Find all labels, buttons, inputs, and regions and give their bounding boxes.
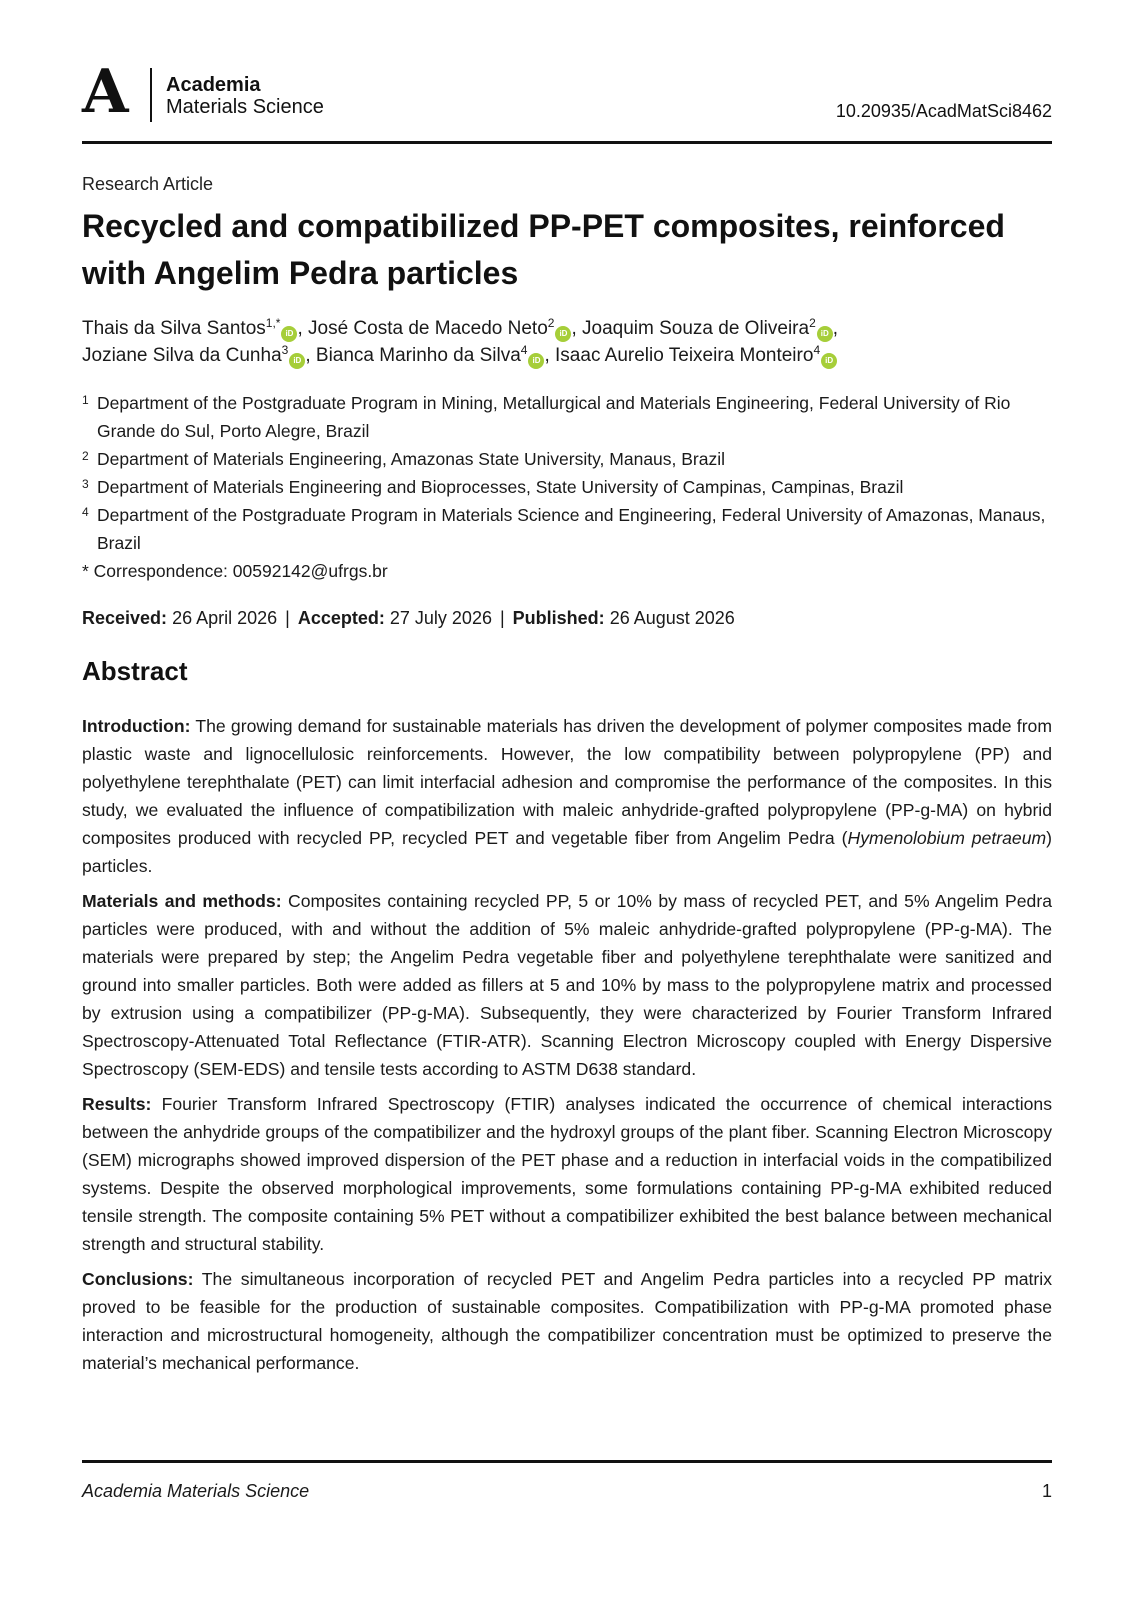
author-name: Isaac Aurelio Teixeira Monteiro xyxy=(555,345,814,366)
article-title: Recycled and compatibilized PP-PET composites, reinforced with Angelim Pedra particles xyxy=(82,208,1005,291)
methods-label: Materials and methods: xyxy=(82,891,282,911)
orcid-icon[interactable]: iD xyxy=(281,326,297,342)
conclusions-label: Conclusions: xyxy=(82,1269,194,1289)
publication-dates xyxy=(82,606,735,630)
author-affil-mark: 2 xyxy=(809,316,816,330)
doi-link[interactable]: 10.20935/AcadMatSci8462 xyxy=(835,101,1052,121)
author-affil-mark: 1,* xyxy=(265,316,281,330)
orcid-icon[interactable]: iD xyxy=(817,326,833,342)
article-type: Research Article xyxy=(82,174,214,194)
introduction-label: Introduction: xyxy=(82,716,191,736)
author-affil-mark: 4 xyxy=(520,343,528,357)
author-affil-mark: 4 xyxy=(813,343,821,357)
results-text: Fourier Transform Infrared Spectroscopy (FTIR) analyses indicated the occurrence of chemical interactions between the anhydride groups of the compatibilizer and the hydroxyl groups of the plant fiber. Scanning Electron Microscopy (SEM) micrographs showed improved dispersion of the PET phase and a reduction in interfacial voids in the compatibilized systems. Despite the observed morphological improvements, some formulations containing PP-g-MA exhibited reduced tensile strength. The composite containing 5% PET without a compatibilizer exhibited the best balance between mechanical strength and structural stability. xyxy=(82,1094,1052,1254)
results-label: Results: xyxy=(82,1094,152,1114)
correspondence-email[interactable]: * Correspondence: 00592142@ufrgs.br xyxy=(82,561,388,581)
affiliation-number: 3 xyxy=(82,477,89,491)
affiliation-item xyxy=(82,445,1052,473)
page-number: 1 xyxy=(1041,1481,1052,1501)
author-affil-mark: 2 xyxy=(547,316,555,330)
affiliation-item xyxy=(82,473,1052,501)
date-separator: | xyxy=(499,608,505,628)
orcid-icon[interactable]: iD xyxy=(821,353,837,369)
affiliation-list xyxy=(82,389,1052,585)
accepted-date: 27 July 2026 xyxy=(389,608,492,628)
orcid-icon[interactable]: iD xyxy=(289,353,305,369)
accepted-label: Accepted: xyxy=(297,608,385,628)
introduction-text: The growing demand for sustainable materials has driven the development of polymer composites made from plastic waste and lignocellulosic reinforcements. However, the low compatibility between polypropylene (PP) and polyethylene terephthalate (PET) can limit interfacial adhesion and compromise the performance of the composites. In this study, we evaluated the influence of compatibilization with maleic anhydride-grafted polypropylene (PP-g-MA) on hybrid composites produced with recycled PP, recycled PET and vegetable fiber from Angelim Pedra ( xyxy=(82,716,1052,848)
date-separator: | xyxy=(285,608,290,628)
footer-rule xyxy=(82,1460,1052,1463)
orcid-icon[interactable]: iD xyxy=(555,326,571,342)
abstract-conclusions xyxy=(82,1265,1052,1377)
journal-header xyxy=(82,57,1052,127)
published-label: Published: xyxy=(512,608,605,628)
author-name: Thais da Silva Santos xyxy=(82,318,266,339)
affiliation-item xyxy=(82,389,1052,445)
journal-name: Academia xyxy=(166,74,261,96)
affiliation-item xyxy=(82,501,1052,557)
author-name: José Costa de Macedo Neto xyxy=(308,318,548,339)
affiliation-text: Department of the Postgraduate Program in Mining, Metallurgical and Materials Engineering, Federal University of Rio Grande do Sul, Porto Alegre, Brazil xyxy=(97,393,1011,441)
abstract-methods xyxy=(82,887,1052,1083)
author-name: Bianca Marinho da Silva xyxy=(315,345,521,366)
author-affil-mark: 3 xyxy=(281,343,289,357)
abstract-results xyxy=(82,1090,1052,1258)
header-rule xyxy=(82,141,1052,144)
author-name: Joaquim Souza de Oliveira xyxy=(582,318,810,339)
journal-logo: A xyxy=(82,57,129,127)
affiliation-number: 1 xyxy=(82,393,89,407)
orcid-icon[interactable]: iD xyxy=(528,353,544,369)
received-date: 26 April 2026 xyxy=(172,608,278,628)
affiliation-text: Department of Materials Engineering and Bioprocesses, State University of Campinas, Campinas, Brazil xyxy=(97,477,904,497)
methods-text: Composites containing recycled PP, 5 or 10% by mass of recycled PET, and 5% Angelim Pedra particles were produced, with and without the addition of 5% maleic anhydride-grafted polypropylene (PP-g-MA). The materials were prepared by step; the Angelim Pedra vegetable fiber and polyethylene terephthalate were sanitized and ground into smaller particles. Both were added as fillers at 5 and 10% by mass to the polypropylene matrix and processed by extrusion using a compatibilizer (PP-g-MA). Subsequently, they were characterized by Fourier Transform Infrared Spectroscopy-Attenuated Total Reflectance (FTIR-ATR). Scanning Electron Microscopy coupled with Energy Dispersive Spectroscopy (SEM-EDS) and tensile tests according to ASTM D638 standard. xyxy=(82,891,1052,1079)
abstract-heading: Abstract xyxy=(82,656,188,686)
species-name: Hymenolobium petraeum xyxy=(847,828,1047,848)
received-label: Received: xyxy=(82,608,168,628)
introduction-text-end: ) particles. xyxy=(82,828,1052,876)
abstract-body xyxy=(82,712,1052,1384)
journal-subtitle: Materials Science xyxy=(166,96,324,118)
affiliation-number: 4 xyxy=(82,505,89,519)
affiliation-text: Department of Materials Engineering, Amazonas State University, Manaus, Brazil xyxy=(97,449,726,469)
author-list: Thais da Silva Santos$^{1,*}$iD , José Costa de Macedo Neto$^2$iD , Joaquim Souza de Oliveira$^2$iD , Joziane Silva da Cunha$^3$iD , Bianca Marinho da Silva$^4$iD , Isaac Aurelio Teixeira Monteiro$^4$iD xyxy=(82,315,1052,369)
conclusions-text: The simultaneous incorporation of recycled PET and Angelim Pedra particles into a recycled PP matrix proved to be feasible for the production of sustainable composites. Compatibilization with PP-g-MA promoted phase interaction and microstructural homogeneity, although the compatibilizer concentration must be optimized to preserve the material’s mechanical performance. xyxy=(82,1269,1052,1373)
footer-journal-name: Academia Materials Science xyxy=(82,1481,310,1501)
affiliation-number: 2 xyxy=(82,449,89,463)
published-date: 26 August 2026 xyxy=(609,608,735,628)
abstract-introduction xyxy=(82,712,1052,880)
logo-divider xyxy=(150,68,152,122)
affiliation-text: Department of the Postgraduate Program in Materials Science and Engineering, Federal University of Amazonas, Manaus, Brazil xyxy=(97,505,1046,553)
author-name: Joziane Silva da Cunha xyxy=(82,345,282,366)
